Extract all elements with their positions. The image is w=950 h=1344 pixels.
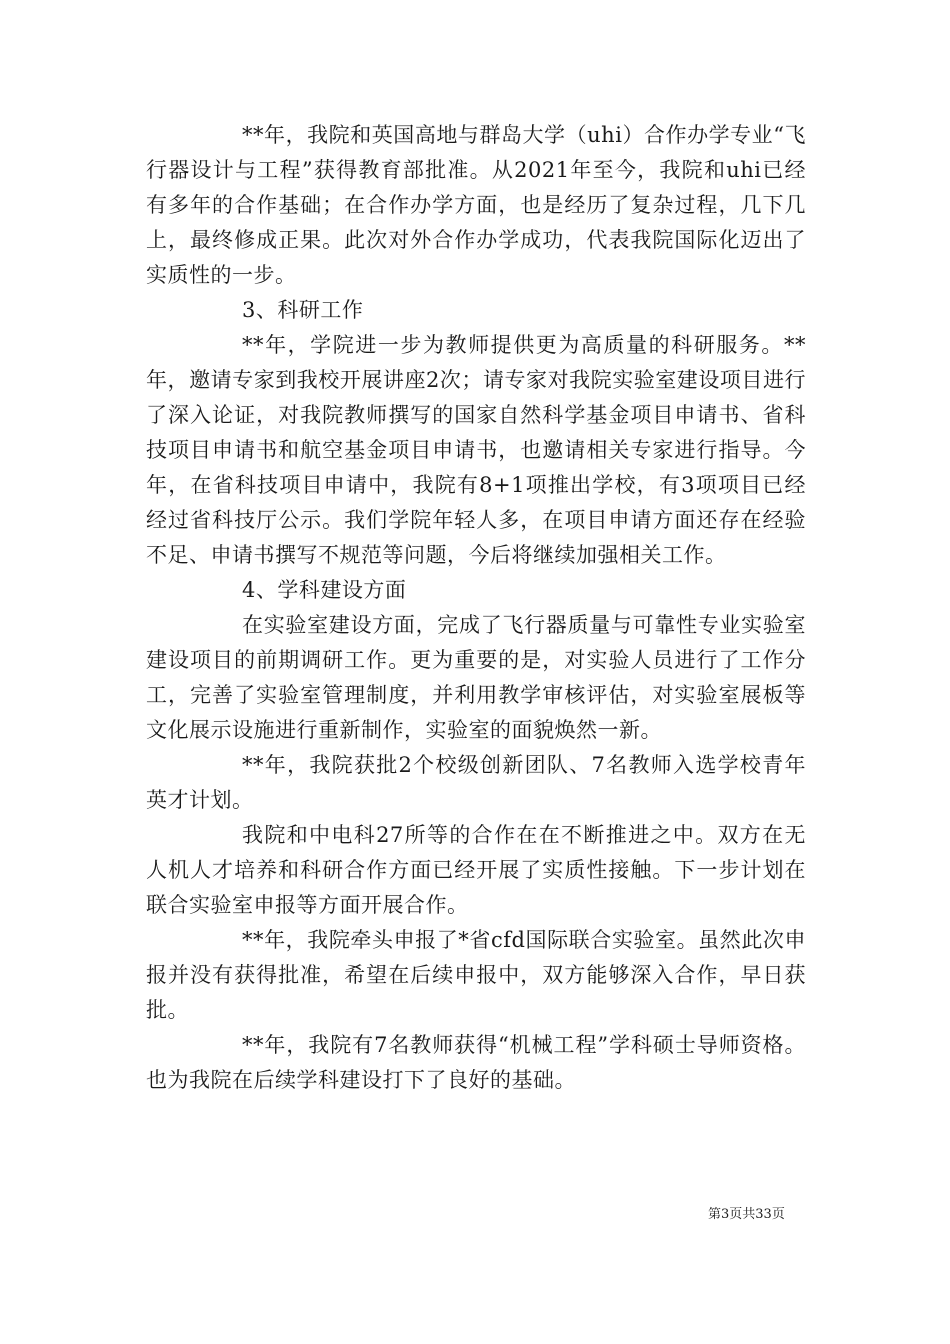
paragraph-lab-construction: 在实验室建设方面，完成了飞行器质量与可靠性专业实验室建设项目的前期调研工作。更为重要的是，对实验人员进行了工作分工，完善了实验室管理制度，并利用教学审核评估，对实验室展板等文化展示设施进行重新制作，实验室的面貌焕然一新。 [146,613,806,742]
paragraph-research: **年，学院进一步为教师提供更为高质量的科研服务。**年，邀请专家到我校开展讲座2次；请专家对我院实验室建设项目进行了深入论证，对我院教师撰写的国家自然科学基金项目申请书、省科技项目申请书和航空基金项目申请书，也邀请相关专家进行指导。今年，在省科技项目申请中，我院有8+1项推出学校，有3项项目已经经过省科技厅公示。我们学院年轻人多，在项目申请方面还存在经验不足、申请书撰写不规范等问题，今后将继续加强相关工作。 [146,333,806,567]
paragraph-supervisor: **年，我院有7名教师获得“机械工程”学科硕士导师资格。也为我院在后续学科建设打下了良好的基础。 [146,1033,806,1092]
document-body [146,118,806,1098]
page-number-footer: 第3页共33页 [708,1207,785,1222]
paragraph-innovation-team: **年，我院获批2个校级创新团队、7名教师入选学校青年英才计划。 [146,753,806,812]
paragraph-cetc-cooperation: 我院和中电科27所等的合作在在不断推进之中。双方在无人机人才培养和科研合作方面已经开展了实质性接触。下一步计划在联合实验室申报等方面开展合作。 [146,823,806,917]
paragraph-cfd-lab: **年，我院牵头申报了*省cfd国际联合实验室。虽然此次申报并没有获得批准，希望在后续申报中，双方能够深入合作，早日获批。 [146,928,806,1022]
section-heading-discipline: 4、学科建设方面 [242,578,407,602]
section-heading-research: 3、科研工作 [242,298,364,322]
paragraph-cooperation: **年，我院和英国高地与群岛大学（uhi）合作办学专业“飞行器设计与工程”获得教育部批准。从2021年至今，我院和uhi已经有多年的合作基础；在合作办学方面，也是经历了复杂过程，几下几上，最终修成正果。此次对外合作办学成功，代表我院国际化迈出了实质性的一步。 [146,123,806,287]
